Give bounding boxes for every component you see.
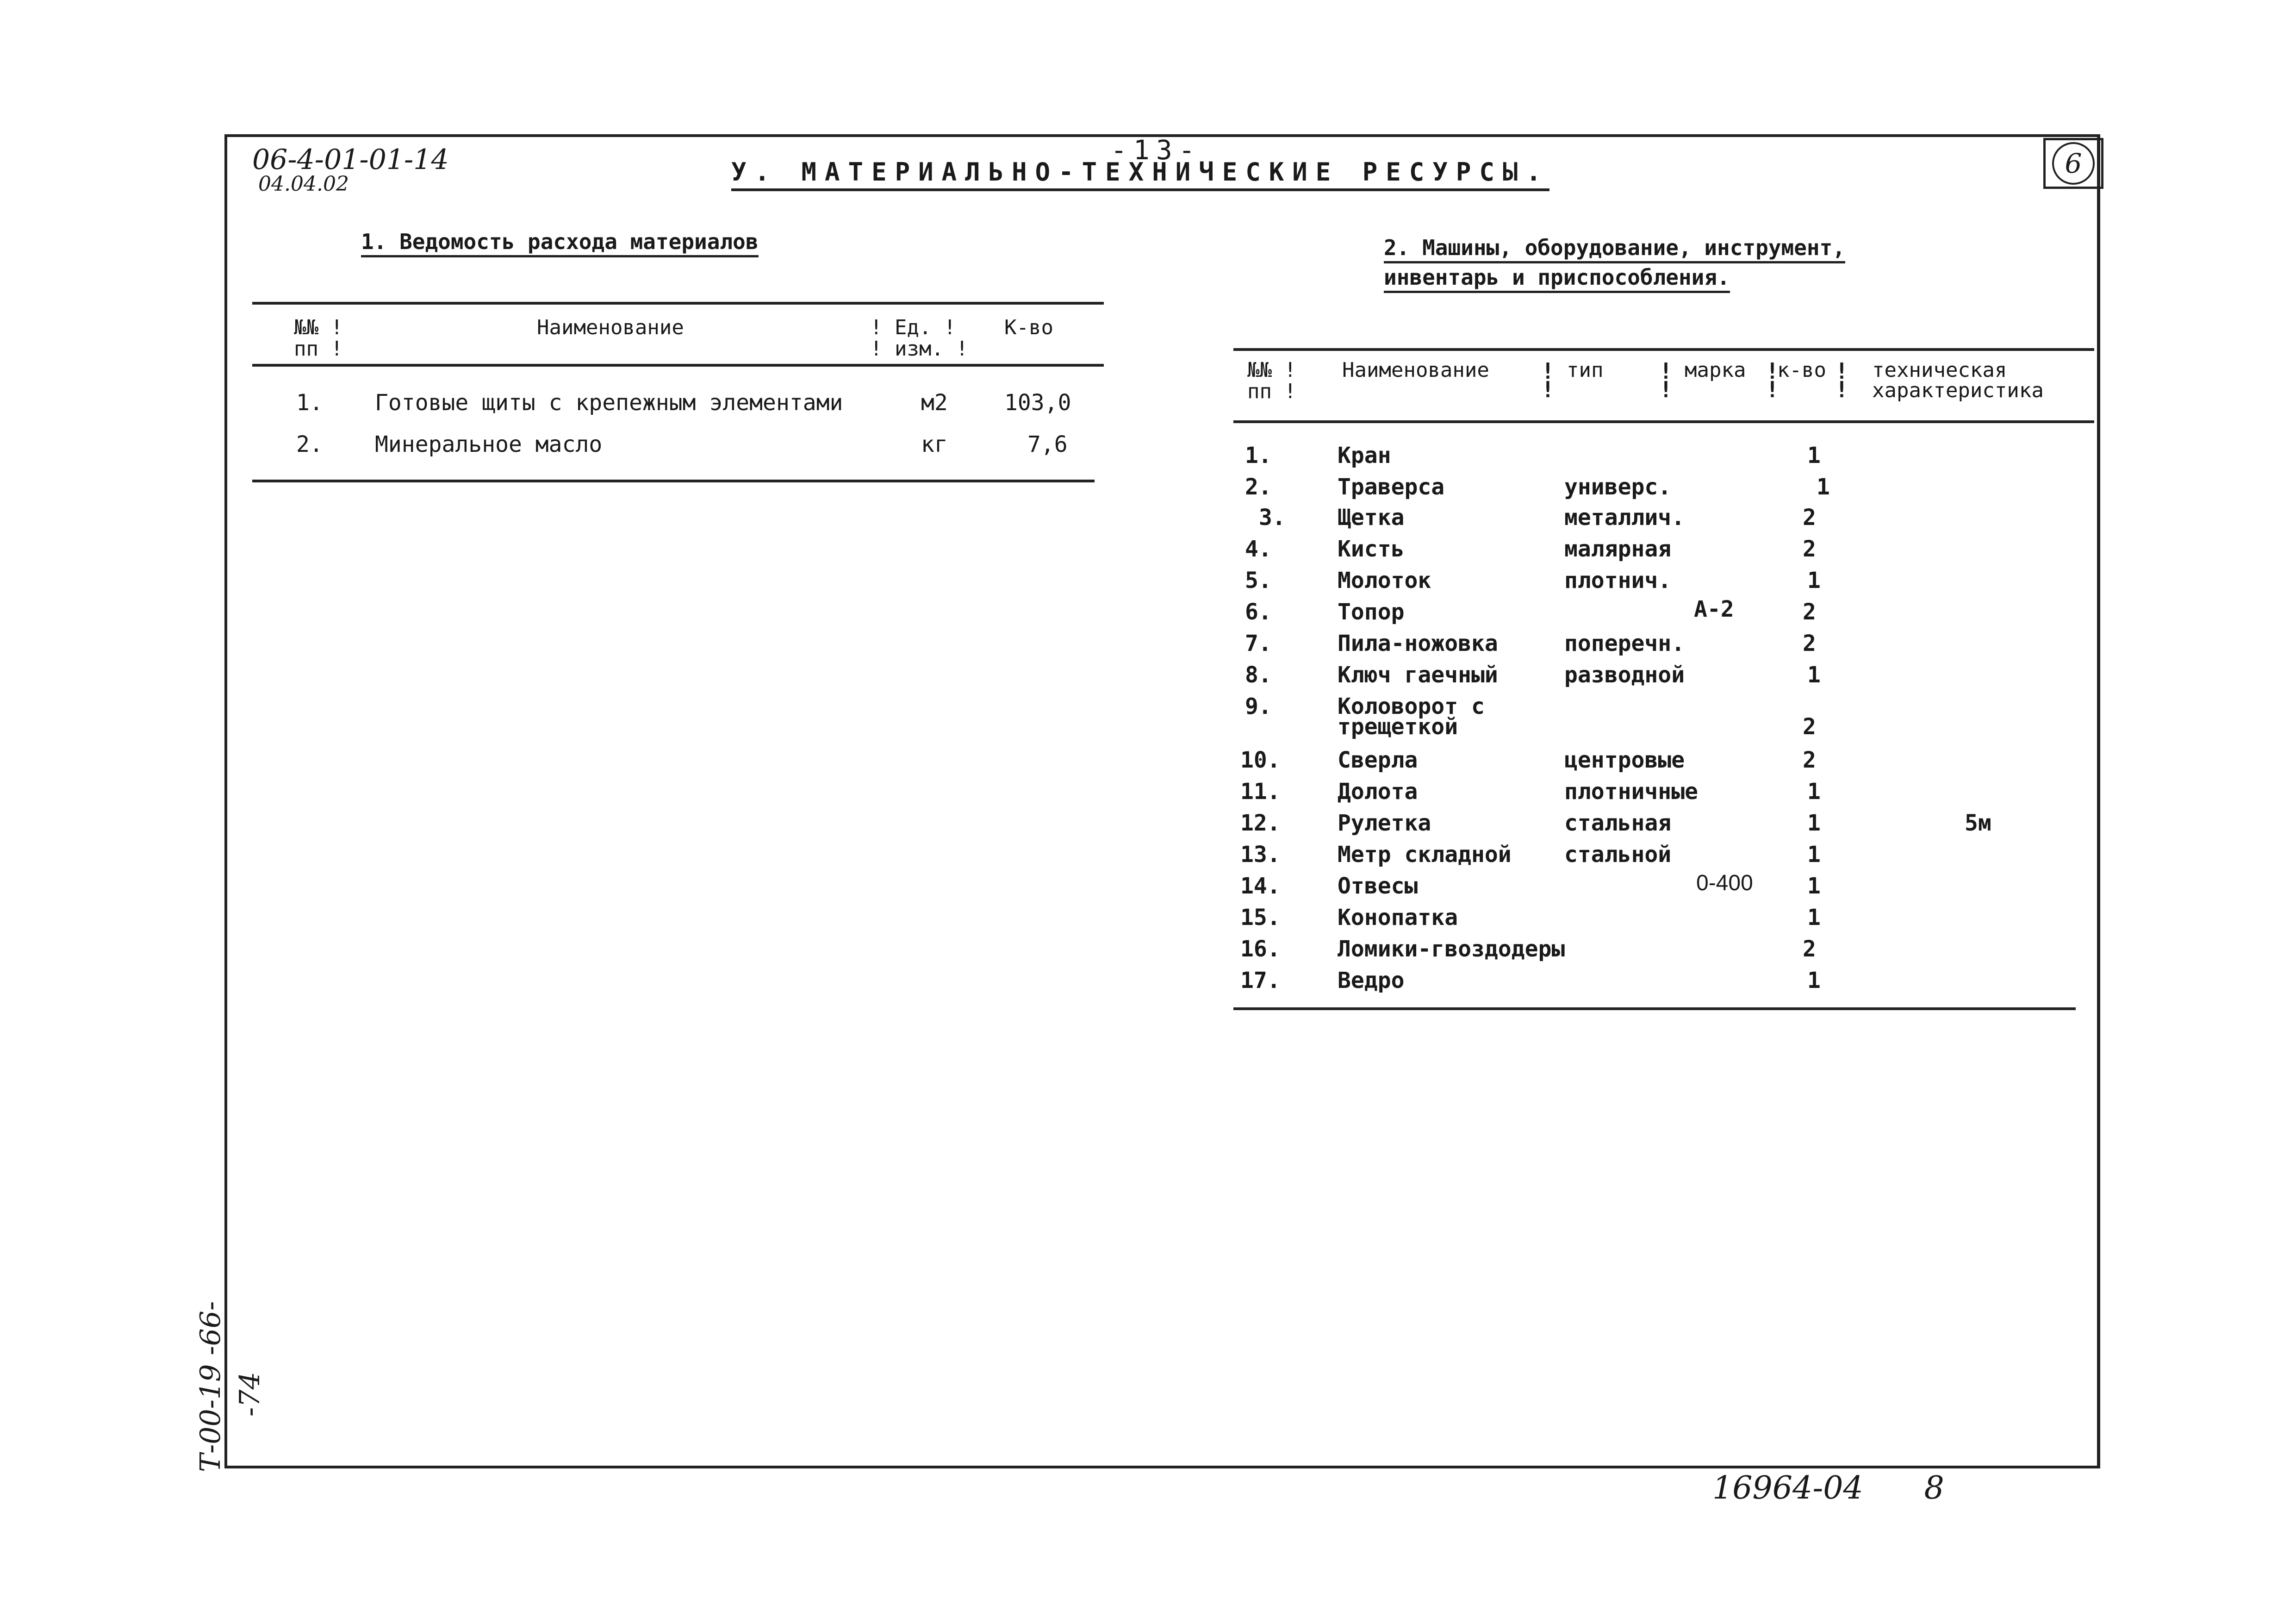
- row-qty: 2: [1803, 936, 1816, 962]
- row-qty: 1: [1807, 810, 1821, 836]
- row-qty: 2: [1803, 747, 1816, 773]
- row-type: стальная: [1564, 810, 1672, 836]
- inventory-number: 16964-04 8: [1712, 1470, 1944, 1506]
- machines-col-type: тип: [1567, 358, 1604, 382]
- machines-col-spec: техническая: [1872, 358, 2007, 382]
- row-number: 1.: [296, 390, 323, 416]
- row-qty: 103,0: [1004, 390, 1071, 416]
- column-separator: !: [1659, 358, 1673, 384]
- materials-top-rule: [252, 302, 1104, 305]
- row-name: Пила-ножовка: [1338, 631, 1498, 656]
- row-qty: 1: [1807, 873, 1821, 899]
- machines-col-num: №№ !: [1247, 358, 1296, 382]
- row-name: Кисть: [1338, 536, 1405, 562]
- page-title: У. МАТЕРИАЛЬНО-ТЕХНИЧЕСКИЕ РЕСУРСЫ.: [731, 157, 1549, 191]
- row-qty: 2: [1803, 536, 1816, 562]
- materials-heading: 1. Ведомость расхода материалов: [361, 229, 759, 254]
- column-separator: !: [1766, 377, 1779, 403]
- row-number: 2.: [296, 431, 323, 457]
- page-number: -13-: [1111, 134, 1201, 166]
- row-number: 9.: [1245, 693, 1272, 719]
- row-name: Рулетка: [1338, 810, 1431, 836]
- row-name: Ломики-гвоздодеры: [1338, 936, 1565, 962]
- row-qty: 1: [1807, 968, 1821, 993]
- row-name: Конопатка: [1338, 905, 1458, 931]
- row-unit: м2: [921, 390, 948, 416]
- column-separator: !: [1835, 377, 1848, 403]
- materials-col-unit: ! Ед. !: [870, 316, 956, 339]
- row-name: Кран: [1338, 443, 1391, 468]
- row-name: Метр складной: [1338, 842, 1512, 868]
- sheet-number: 8: [1924, 1470, 1944, 1506]
- row-name: Щетка: [1338, 505, 1405, 531]
- row-mark: 0-400: [1696, 871, 1753, 895]
- column-separator: !: [1835, 358, 1848, 384]
- materials-col-unit-2: ! изм. !: [870, 337, 968, 361]
- column-separator: !: [1541, 358, 1555, 384]
- row-name: Минеральное масло: [375, 431, 603, 457]
- row-number: 12.: [1240, 810, 1281, 836]
- machines-heading-2: инвентарь и приспособления.: [1384, 265, 1730, 290]
- row-qty: 1: [1807, 568, 1821, 593]
- row-type: стальной: [1564, 842, 1672, 868]
- row-name: Отвесы: [1338, 873, 1418, 899]
- row-qty: 2: [1803, 714, 1816, 740]
- row-number: 11.: [1240, 779, 1281, 805]
- machines-col-qty: к-во: [1777, 358, 1826, 382]
- row-name: Сверла: [1338, 747, 1418, 773]
- row-spec: 5м: [1965, 810, 1991, 836]
- row-name: Долота: [1338, 779, 1418, 805]
- materials-bottom-rule: [252, 480, 1095, 482]
- row-qty: 1: [1807, 842, 1821, 868]
- row-number: 7.: [1245, 631, 1272, 656]
- materials-col-num-2: пп !: [294, 337, 343, 361]
- machines-col-mark: марка: [1685, 358, 1746, 382]
- row-number: 14.: [1240, 873, 1281, 899]
- row-qty: 2: [1803, 599, 1816, 625]
- document-date: 04.04.02: [258, 172, 349, 196]
- machines-heading: 2. Машины, оборудование, инструмент,: [1384, 235, 1845, 260]
- row-qty: 7,6: [1027, 431, 1068, 457]
- row-number: 16.: [1240, 936, 1281, 962]
- row-qty: 1: [1807, 662, 1821, 688]
- machines-header-rule: [1233, 420, 2094, 423]
- margin-note-upper: Т-00-19 -66-: [194, 1301, 227, 1472]
- row-name: Ведро: [1338, 968, 1405, 993]
- row-type: универс.: [1564, 474, 1672, 500]
- row-number: 1.: [1245, 443, 1272, 468]
- margin-note-lower: -74: [234, 1372, 266, 1417]
- row-type: плотничные: [1564, 779, 1698, 805]
- row-name: Готовые щиты с крепежным элементами: [375, 390, 843, 416]
- row-name: Топор: [1338, 599, 1405, 625]
- row-type: плотнич.: [1564, 568, 1672, 593]
- row-type: разводной: [1564, 662, 1685, 688]
- row-name: Коловорот с: [1338, 693, 1485, 719]
- row-number: 8.: [1245, 662, 1272, 688]
- machines-col-spec-2: характеристика: [1872, 379, 2044, 402]
- column-separator: !: [1766, 358, 1779, 384]
- machines-bottom-rule: [1233, 1007, 2076, 1010]
- row-number: 4.: [1245, 536, 1272, 562]
- materials-col-qty: К-во: [1004, 316, 1053, 339]
- sheet-mark: 6: [2052, 142, 2095, 185]
- row-number: 10.: [1240, 747, 1281, 773]
- row-number: 2.: [1245, 474, 1272, 500]
- row-number: 15.: [1240, 905, 1281, 931]
- column-separator: !: [1541, 377, 1555, 403]
- machines-col-num-2: пп !: [1247, 380, 1296, 403]
- row-qty: 2: [1803, 631, 1816, 656]
- row-type: поперечн.: [1564, 631, 1685, 656]
- row-number: 13.: [1240, 842, 1281, 868]
- row-number: 6.: [1245, 599, 1272, 625]
- row-qty: 1: [1807, 779, 1821, 805]
- document-code: 06-4-01-01-14: [252, 144, 449, 176]
- row-qty: 1: [1817, 474, 1830, 500]
- row-number: 17.: [1240, 968, 1281, 993]
- row-unit: кг: [921, 431, 948, 457]
- machines-col-name: Наименование: [1342, 358, 1489, 382]
- row-number: 5.: [1245, 568, 1272, 593]
- materials-col-name: Наименование: [537, 316, 684, 339]
- row-type: металлич.: [1564, 505, 1685, 531]
- row-qty: 1: [1807, 905, 1821, 931]
- row-type: центровые: [1564, 747, 1685, 773]
- row-name-continued: трещеткой: [1338, 714, 1458, 740]
- row-qty: 2: [1803, 505, 1816, 531]
- row-type: малярная: [1564, 536, 1672, 562]
- materials-col-num: №№ !: [294, 316, 343, 339]
- row-qty: 1: [1807, 443, 1821, 468]
- row-number: 3.: [1259, 505, 1286, 531]
- materials-header-rule: [252, 364, 1104, 367]
- machines-top-rule: [1233, 348, 2094, 351]
- row-name: Молоток: [1338, 568, 1431, 593]
- sheet-mark-box: [2043, 138, 2103, 189]
- column-separator: !: [1659, 377, 1673, 403]
- row-mark: А-2: [1694, 596, 1734, 622]
- row-name: Ключ гаечный: [1338, 662, 1498, 688]
- row-name: Траверса: [1338, 474, 1445, 500]
